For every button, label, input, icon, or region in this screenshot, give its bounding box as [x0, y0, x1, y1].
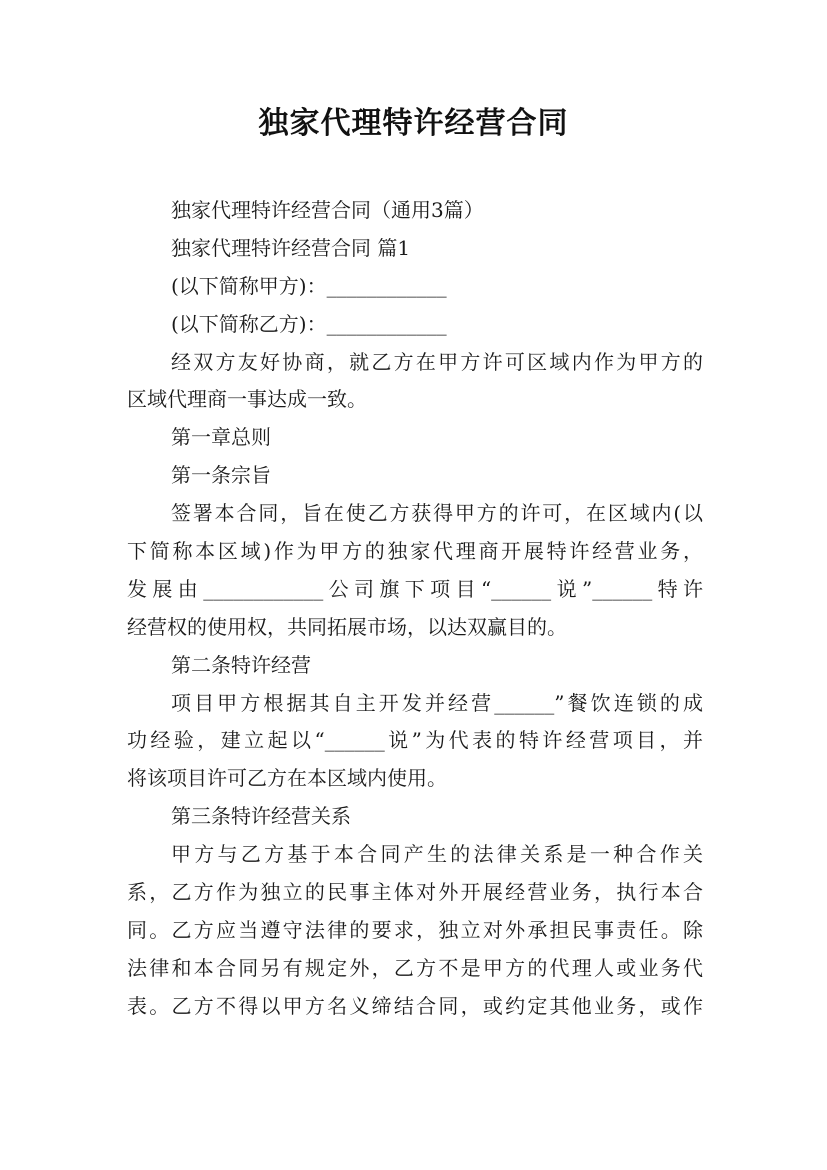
paragraph-line: 签署本合同，旨在使乙方获得甲方的许可，在区域内(以 [171, 501, 703, 526]
paragraph-line: 经营权的使用权，共同拓展市场，以达双赢目的。 [127, 614, 567, 639]
paragraph-line: 独家代理特许经营合同（通用3篇） [171, 198, 484, 222]
paragraph-line: (以下简称乙方)：____________ [171, 311, 447, 336]
paragraph-line: 独家代理特许经营合同 篇1 [171, 235, 411, 260]
paragraph-line: 经双方友好协商，就乙方在甲方许可区域内作为甲方的 [171, 349, 703, 374]
paragraph-line: 功经验，建立起以“______说”为代表的特许经营项目，并 [127, 728, 703, 753]
document-body [127, 192, 703, 1026]
paragraph-line: 系，乙方作为独立的民事主体对外开展经营业务，执行本合 [127, 880, 703, 905]
paragraph-line: 同。乙方应当遵守法律的要求，独立对外承担民事责任。除 [127, 917, 703, 942]
paragraph-line: (以下简称甲方)：____________ [171, 273, 447, 298]
document-title: 独家代理特许经营合同 [258, 106, 569, 141]
section-heading: 第一章总则 [171, 425, 271, 450]
section-heading: 第三条特许经营关系 [171, 804, 351, 829]
paragraph-line: 法律和本合同另有规定外，乙方不是甲方的代理人或业务代 [127, 955, 703, 980]
section-heading: 第二条特许经营 [171, 652, 311, 677]
paragraph-line: 甲方与乙方基于本合同产生的法律关系是一种合作关 [171, 842, 703, 867]
paragraph-line: 项目甲方根据其自主开发并经营______”餐饮连锁的成 [171, 690, 703, 715]
paragraph-line: 发展由____________公司旗下项目“______说”______特许 [127, 576, 703, 601]
paragraph-line: 下简称本区域)作为甲方的独家代理商开展特许经营业务， [127, 539, 703, 564]
paragraph-line: 表。乙方不得以甲方名义缔结合同，或约定其他业务，或作 [127, 993, 703, 1018]
paragraph-line: 将该项目许可乙方在本区域内使用。 [127, 766, 447, 791]
paragraph-line: 区域代理商一事达成一致。 [127, 387, 367, 412]
section-heading: 第一条宗旨 [171, 463, 271, 488]
